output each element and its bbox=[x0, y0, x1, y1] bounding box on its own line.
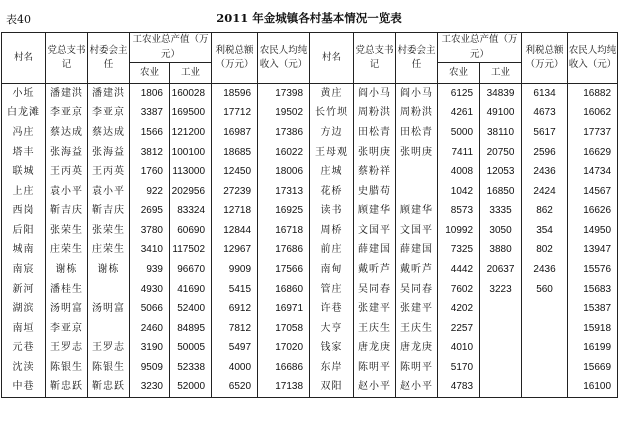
industry-output-left: 52400 bbox=[170, 299, 212, 319]
tax-total-left: 5497 bbox=[212, 339, 258, 359]
committee-director-right: 唐龙庚 bbox=[396, 339, 438, 359]
per-capita-income-left: 17566 bbox=[258, 260, 310, 280]
village-name-right: 周桥 bbox=[310, 221, 354, 241]
agriculture-output-left: 1566 bbox=[130, 123, 170, 143]
table-row bbox=[2, 299, 618, 319]
header-secretary-left: 党总支书记 bbox=[46, 33, 88, 84]
tax-total-left: 12967 bbox=[212, 241, 258, 261]
industry-output-left: 160028 bbox=[170, 84, 212, 104]
agriculture-output-right: 7325 bbox=[438, 241, 480, 261]
table-row bbox=[2, 241, 618, 261]
committee-director-right: 文国平 bbox=[396, 221, 438, 241]
committee-director-left: 蔡达成 bbox=[88, 123, 130, 143]
village-name-right: 花桥 bbox=[310, 182, 354, 202]
committee-director-left: 王丙英 bbox=[88, 162, 130, 182]
committee-director-left: 靳吉庆 bbox=[88, 202, 130, 222]
agriculture-output-right: 6125 bbox=[438, 84, 480, 104]
header-secretary-right: 党总支书记 bbox=[354, 33, 396, 84]
per-capita-income-left: 17686 bbox=[258, 241, 310, 261]
village-name-left: 小坵 bbox=[2, 84, 46, 104]
agriculture-output-left: 4930 bbox=[130, 280, 170, 300]
tax-total-left: 17712 bbox=[212, 104, 258, 124]
industry-output-right: 3050 bbox=[480, 221, 522, 241]
party-secretary-left: 靳吉庆 bbox=[46, 202, 88, 222]
party-secretary-left: 靳忠跃 bbox=[46, 378, 88, 398]
committee-director-left bbox=[88, 319, 130, 339]
header-agriculture-left: 农业 bbox=[130, 63, 170, 84]
village-name-left: 西岗 bbox=[2, 202, 46, 222]
header-director-right: 村委会主任 bbox=[396, 33, 438, 84]
committee-director-right: 田松青 bbox=[396, 123, 438, 143]
village-name-left: 沈渎 bbox=[2, 358, 46, 378]
agriculture-output-right: 4202 bbox=[438, 299, 480, 319]
village-name-right: 双阳 bbox=[310, 378, 354, 398]
village-name-left: 南宸 bbox=[2, 260, 46, 280]
per-capita-income-left: 16686 bbox=[258, 358, 310, 378]
village-name-right: 前庄 bbox=[310, 241, 354, 261]
header-output-right: 工农业总产值（万元） bbox=[438, 33, 522, 63]
table-row bbox=[2, 202, 618, 222]
tax-total-right bbox=[522, 339, 568, 359]
per-capita-income-right: 14734 bbox=[568, 162, 618, 182]
committee-director-right: 赵小平 bbox=[396, 378, 438, 398]
per-capita-income-right: 15387 bbox=[568, 299, 618, 319]
village-name-left: 后阳 bbox=[2, 221, 46, 241]
industry-output-right: 20637 bbox=[480, 260, 522, 280]
committee-director-right: 顾建华 bbox=[396, 202, 438, 222]
table-row bbox=[2, 280, 618, 300]
per-capita-income-right: 16882 bbox=[568, 84, 618, 104]
agriculture-output-left: 2695 bbox=[130, 202, 170, 222]
village-name-right: 方边 bbox=[310, 123, 354, 143]
party-secretary-right: 顾建华 bbox=[354, 202, 396, 222]
village-name-right: 庄城 bbox=[310, 162, 354, 182]
agriculture-output-left: 3190 bbox=[130, 339, 170, 359]
tax-total-left: 5415 bbox=[212, 280, 258, 300]
village-name-right: 读书 bbox=[310, 202, 354, 222]
party-secretary-right: 赵小平 bbox=[354, 378, 396, 398]
per-capita-income-right: 16062 bbox=[568, 104, 618, 124]
agriculture-output-left: 922 bbox=[130, 182, 170, 202]
village-name-left: 白龙滩 bbox=[2, 104, 46, 124]
village-name-right: 许巷 bbox=[310, 299, 354, 319]
agriculture-output-left: 5066 bbox=[130, 299, 170, 319]
agriculture-output-left: 1806 bbox=[130, 84, 170, 104]
header-village-right: 村名 bbox=[310, 33, 354, 84]
per-capita-income-right: 16629 bbox=[568, 143, 618, 163]
tax-total-left: 18596 bbox=[212, 84, 258, 104]
party-secretary-right: 陈明平 bbox=[354, 358, 396, 378]
committee-director-left: 张荣生 bbox=[88, 221, 130, 241]
table-row bbox=[2, 358, 618, 378]
village-name-right: 南甸 bbox=[310, 260, 354, 280]
committee-director-right bbox=[396, 182, 438, 202]
party-secretary-left: 陈银生 bbox=[46, 358, 88, 378]
party-secretary-right: 王庆生 bbox=[354, 319, 396, 339]
table-row bbox=[2, 84, 618, 104]
village-name-right: 王母观 bbox=[310, 143, 354, 163]
industry-output-right bbox=[480, 358, 522, 378]
committee-director-right: 王庆生 bbox=[396, 319, 438, 339]
committee-director-right: 薛建国 bbox=[396, 241, 438, 261]
agriculture-output-right: 8573 bbox=[438, 202, 480, 222]
committee-director-left: 潘建洪 bbox=[88, 84, 130, 104]
per-capita-income-left: 17058 bbox=[258, 319, 310, 339]
industry-output-right: 20750 bbox=[480, 143, 522, 163]
party-secretary-right: 薛建国 bbox=[354, 241, 396, 261]
committee-director-right: 陈明平 bbox=[396, 358, 438, 378]
village-statistics-table bbox=[1, 32, 618, 398]
industry-output-right bbox=[480, 339, 522, 359]
industry-output-left: 121200 bbox=[170, 123, 212, 143]
table-body bbox=[2, 84, 618, 398]
tax-total-left: 6912 bbox=[212, 299, 258, 319]
party-secretary-right: 戴听芦 bbox=[354, 260, 396, 280]
village-name-left: 联城 bbox=[2, 162, 46, 182]
industry-output-right: 3223 bbox=[480, 280, 522, 300]
tax-total-left: 18685 bbox=[212, 143, 258, 163]
tax-total-left: 27239 bbox=[212, 182, 258, 202]
agriculture-output-right: 4783 bbox=[438, 378, 480, 398]
table-number: 表40 bbox=[6, 13, 31, 26]
party-secretary-left: 李亚京 bbox=[46, 319, 88, 339]
agriculture-output-right: 4010 bbox=[438, 339, 480, 359]
village-name-right: 管庄 bbox=[310, 280, 354, 300]
industry-output-left: 117502 bbox=[170, 241, 212, 261]
party-secretary-left: 王丙英 bbox=[46, 162, 88, 182]
party-secretary-left: 王罗志 bbox=[46, 339, 88, 359]
tax-total-right: 862 bbox=[522, 202, 568, 222]
agriculture-output-left: 1760 bbox=[130, 162, 170, 182]
per-capita-income-left: 16860 bbox=[258, 280, 310, 300]
committee-director-left bbox=[88, 280, 130, 300]
per-capita-income-left: 18006 bbox=[258, 162, 310, 182]
party-secretary-right: 史腊苟 bbox=[354, 182, 396, 202]
tax-total-right: 2436 bbox=[522, 260, 568, 280]
tax-total-left: 4000 bbox=[212, 358, 258, 378]
industry-output-left: 60690 bbox=[170, 221, 212, 241]
party-secretary-right: 吴同春 bbox=[354, 280, 396, 300]
industry-output-right: 3880 bbox=[480, 241, 522, 261]
per-capita-income-right: 16626 bbox=[568, 202, 618, 222]
per-capita-income-left: 16925 bbox=[258, 202, 310, 222]
industry-output-left: 169500 bbox=[170, 104, 212, 124]
tax-total-right: 802 bbox=[522, 241, 568, 261]
header-industry-left: 工业 bbox=[170, 63, 212, 84]
agriculture-output-left: 3410 bbox=[130, 241, 170, 261]
village-name-left: 南垣 bbox=[2, 319, 46, 339]
village-name-left: 冯庄 bbox=[2, 123, 46, 143]
tax-total-right: 2424 bbox=[522, 182, 568, 202]
per-capita-income-right: 14950 bbox=[568, 221, 618, 241]
industry-output-left: 96670 bbox=[170, 260, 212, 280]
per-capita-income-right: 15683 bbox=[568, 280, 618, 300]
tax-total-right: 6134 bbox=[522, 84, 568, 104]
committee-director-left: 陈银生 bbox=[88, 358, 130, 378]
village-name-left: 上庄 bbox=[2, 182, 46, 202]
tax-total-left: 7812 bbox=[212, 319, 258, 339]
per-capita-income-left: 16022 bbox=[258, 143, 310, 163]
party-secretary-left: 潘桂生 bbox=[46, 280, 88, 300]
agriculture-output-right: 5170 bbox=[438, 358, 480, 378]
party-secretary-right: 张建平 bbox=[354, 299, 396, 319]
industry-output-left: 113000 bbox=[170, 162, 212, 182]
village-name-left: 元巷 bbox=[2, 339, 46, 359]
industry-output-right: 49100 bbox=[480, 104, 522, 124]
header-tax-left: 利税总额（万元） bbox=[212, 33, 258, 84]
committee-director-left: 庄荣生 bbox=[88, 241, 130, 261]
village-name-left: 城南 bbox=[2, 241, 46, 261]
per-capita-income-right: 14567 bbox=[568, 182, 618, 202]
per-capita-income-right: 16199 bbox=[568, 339, 618, 359]
village-name-right: 黄庄 bbox=[310, 84, 354, 104]
agriculture-output-right: 10992 bbox=[438, 221, 480, 241]
party-secretary-left: 蔡达成 bbox=[46, 123, 88, 143]
tax-total-left: 9909 bbox=[212, 260, 258, 280]
agriculture-output-left: 3230 bbox=[130, 378, 170, 398]
header-output-left: 工农业总产值（万元） bbox=[130, 33, 212, 63]
industry-output-left: 52338 bbox=[170, 358, 212, 378]
per-capita-income-left: 16718 bbox=[258, 221, 310, 241]
per-capita-income-right: 15576 bbox=[568, 260, 618, 280]
tax-total-left: 12718 bbox=[212, 202, 258, 222]
agriculture-output-right: 1042 bbox=[438, 182, 480, 202]
committee-director-right: 张建平 bbox=[396, 299, 438, 319]
tax-total-right: 4673 bbox=[522, 104, 568, 124]
industry-output-left: 52000 bbox=[170, 378, 212, 398]
table-row bbox=[2, 260, 618, 280]
committee-director-right: 戴听芦 bbox=[396, 260, 438, 280]
per-capita-income-right: 13947 bbox=[568, 241, 618, 261]
tax-total-right bbox=[522, 319, 568, 339]
party-secretary-right: 蔡粉祥 bbox=[354, 162, 396, 182]
industry-output-left: 202956 bbox=[170, 182, 212, 202]
committee-director-left: 谢栋 bbox=[88, 260, 130, 280]
village-name-right: 长竹坝 bbox=[310, 104, 354, 124]
per-capita-income-left: 17313 bbox=[258, 182, 310, 202]
tax-total-right: 354 bbox=[522, 221, 568, 241]
table-row bbox=[2, 162, 618, 182]
table-row bbox=[2, 143, 618, 163]
industry-output-right: 3335 bbox=[480, 202, 522, 222]
per-capita-income-right: 17737 bbox=[568, 123, 618, 143]
committee-director-left: 张海益 bbox=[88, 143, 130, 163]
header-tax-right: 利税总额（万元） bbox=[522, 33, 568, 84]
agriculture-output-left: 2460 bbox=[130, 319, 170, 339]
village-name-left: 中巷 bbox=[2, 378, 46, 398]
tax-total-right bbox=[522, 299, 568, 319]
party-secretary-left: 袁小平 bbox=[46, 182, 88, 202]
tax-total-left: 16987 bbox=[212, 123, 258, 143]
agriculture-output-right: 4261 bbox=[438, 104, 480, 124]
committee-director-left: 靳忠跃 bbox=[88, 378, 130, 398]
header-village-left: 村名 bbox=[2, 33, 46, 84]
tax-total-left: 12844 bbox=[212, 221, 258, 241]
per-capita-income-left: 17398 bbox=[258, 84, 310, 104]
committee-director-right: 阎小马 bbox=[396, 84, 438, 104]
party-secretary-left: 潘建洪 bbox=[46, 84, 88, 104]
agriculture-output-left: 939 bbox=[130, 260, 170, 280]
header-income-left: 农民人均纯收入（元） bbox=[258, 33, 310, 84]
industry-output-right bbox=[480, 299, 522, 319]
industry-output-right: 38110 bbox=[480, 123, 522, 143]
table-row bbox=[2, 378, 618, 398]
committee-director-right: 周粉洪 bbox=[396, 104, 438, 124]
village-name-right: 大亨 bbox=[310, 319, 354, 339]
party-secretary-left: 谢栋 bbox=[46, 260, 88, 280]
party-secretary-right: 周粉洪 bbox=[354, 104, 396, 124]
table-row bbox=[2, 221, 618, 241]
party-secretary-left: 汤明富 bbox=[46, 299, 88, 319]
village-name-left: 塔丰 bbox=[2, 143, 46, 163]
agriculture-output-right: 2257 bbox=[438, 319, 480, 339]
agriculture-output-left: 3812 bbox=[130, 143, 170, 163]
village-name-right: 钱家 bbox=[310, 339, 354, 359]
committee-director-left: 袁小平 bbox=[88, 182, 130, 202]
agriculture-output-left: 3780 bbox=[130, 221, 170, 241]
party-secretary-left: 李亚京 bbox=[46, 104, 88, 124]
committee-director-left: 王罗志 bbox=[88, 339, 130, 359]
agriculture-output-right: 4442 bbox=[438, 260, 480, 280]
party-secretary-left: 张荣生 bbox=[46, 221, 88, 241]
village-name-left: 新河 bbox=[2, 280, 46, 300]
committee-director-right: 张明庚 bbox=[396, 143, 438, 163]
per-capita-income-left: 16971 bbox=[258, 299, 310, 319]
party-secretary-right: 文国平 bbox=[354, 221, 396, 241]
tax-total-left: 12450 bbox=[212, 162, 258, 182]
table-row bbox=[2, 104, 618, 124]
table-row bbox=[2, 182, 618, 202]
committee-director-left: 李亚京 bbox=[88, 104, 130, 124]
industry-output-right bbox=[480, 319, 522, 339]
tax-total-right bbox=[522, 358, 568, 378]
tax-total-right: 2596 bbox=[522, 143, 568, 163]
per-capita-income-right: 15918 bbox=[568, 319, 618, 339]
tax-total-right bbox=[522, 378, 568, 398]
table-row bbox=[2, 123, 618, 143]
header-industry-right: 工业 bbox=[480, 63, 522, 84]
per-capita-income-right: 16100 bbox=[568, 378, 618, 398]
industry-output-left: 41690 bbox=[170, 280, 212, 300]
header-director-left: 村委会主任 bbox=[88, 33, 130, 84]
agriculture-output-right: 7602 bbox=[438, 280, 480, 300]
industry-output-right: 34839 bbox=[480, 84, 522, 104]
agriculture-output-right: 4008 bbox=[438, 162, 480, 182]
tax-total-right: 2436 bbox=[522, 162, 568, 182]
table-row bbox=[2, 319, 618, 339]
party-secretary-left: 张海益 bbox=[46, 143, 88, 163]
agriculture-output-left: 3387 bbox=[130, 104, 170, 124]
village-name-left: 湖滨 bbox=[2, 299, 46, 319]
header-agriculture-right: 农业 bbox=[438, 63, 480, 84]
industry-output-left: 50005 bbox=[170, 339, 212, 359]
header-income-right: 农民人均纯收入（元） bbox=[568, 33, 618, 84]
per-capita-income-left: 17386 bbox=[258, 123, 310, 143]
party-secretary-right: 阎小马 bbox=[354, 84, 396, 104]
tax-total-right: 560 bbox=[522, 280, 568, 300]
industry-output-right: 12053 bbox=[480, 162, 522, 182]
industry-output-left: 83324 bbox=[170, 202, 212, 222]
per-capita-income-left: 19502 bbox=[258, 104, 310, 124]
tax-total-left: 6520 bbox=[212, 378, 258, 398]
per-capita-income-right: 15669 bbox=[568, 358, 618, 378]
industry-output-left: 100100 bbox=[170, 143, 212, 163]
industry-output-right: 16850 bbox=[480, 182, 522, 202]
agriculture-output-right: 7411 bbox=[438, 143, 480, 163]
industry-output-left: 84895 bbox=[170, 319, 212, 339]
party-secretary-left: 庄荣生 bbox=[46, 241, 88, 261]
committee-director-right bbox=[396, 162, 438, 182]
agriculture-output-right: 5000 bbox=[438, 123, 480, 143]
per-capita-income-left: 17020 bbox=[258, 339, 310, 359]
party-secretary-right: 田松青 bbox=[354, 123, 396, 143]
village-name-right: 东岸 bbox=[310, 358, 354, 378]
document-title: 2011 年金城镇各村基本情况一览表 bbox=[216, 11, 402, 25]
party-secretary-right: 唐龙庚 bbox=[354, 339, 396, 359]
committee-director-right: 吴同春 bbox=[396, 280, 438, 300]
tax-total-right: 5617 bbox=[522, 123, 568, 143]
party-secretary-right: 张明庚 bbox=[354, 143, 396, 163]
industry-output-right bbox=[480, 378, 522, 398]
agriculture-output-left: 9509 bbox=[130, 358, 170, 378]
table-row bbox=[2, 339, 618, 359]
per-capita-income-left: 17138 bbox=[258, 378, 310, 398]
committee-director-left: 汤明富 bbox=[88, 299, 130, 319]
